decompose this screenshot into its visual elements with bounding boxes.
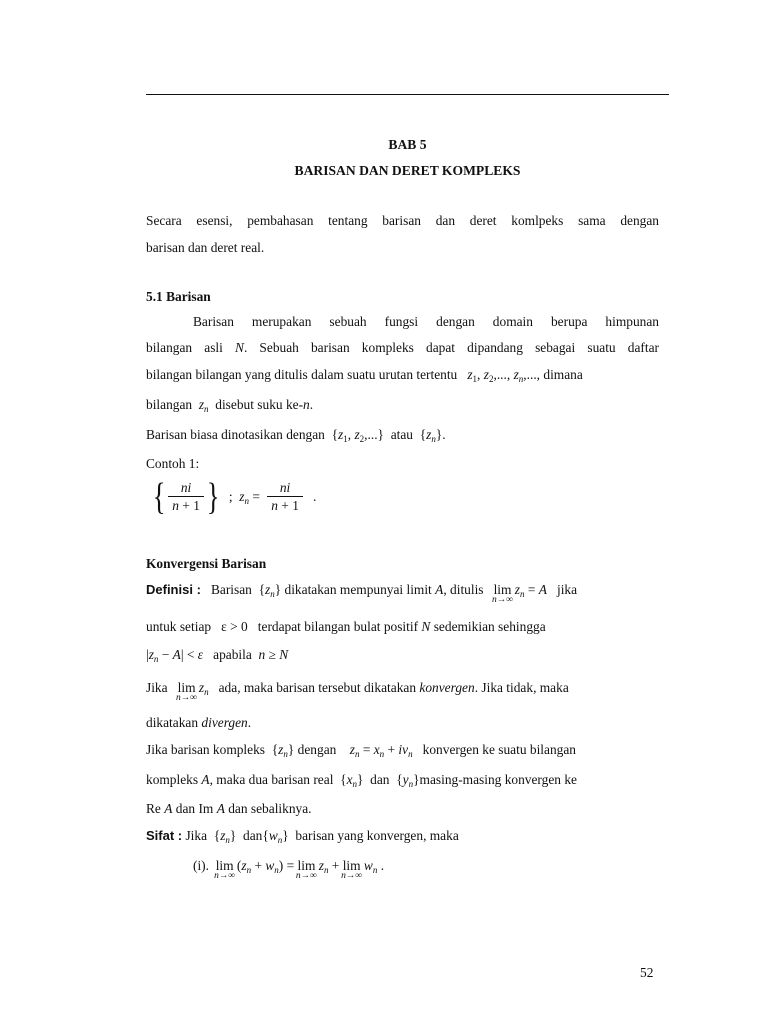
barisan-p1-line4: bilangan $z_n$ disebut suku ke-n. [146,397,314,414]
example-label: Contoh 1: [146,456,200,471]
section-heading-5-1: 5.1 Barisan [146,289,211,304]
barisan-p1-line3: bilangan bilangan yang ditulis dalam suatu urutan tertentu $z_1$, $z_2$,..., $z_n$,..., dimana [146,367,583,384]
intro-line-1: Secara esensi, pembahasan tentang barisan dan deret komlpeks sama dengan [146,213,659,228]
chapter-title: BARISAN DAN DERET KOMPLEKS [294,163,521,178]
formula-zn-xn-ivn: $z_n = x_n + iv_n$ [349,742,413,759]
intro-line-2: barisan dan deret real. [146,240,265,255]
konvergensi-heading: Konvergensi Barisan [146,556,267,571]
definisi-line-2: untuk setiap ε > 0 terdapat bilangan bulat positif N sedemikian sehingga [146,619,546,634]
top-rule [146,94,669,95]
formula-set-wn: $\{w_n\}$ [262,828,293,845]
formula-set-zn: $\{z_n\}$ [255,582,282,599]
barisan-p1-line2: bilangan asli N. Sebuah barisan kompleks dapat dipandang sebagai suatu daftar [146,340,659,355]
page-number: 52 [640,965,654,980]
kompleks-line-1: Jika barisan kompleks $\{z_n\}$ dengan $z_n = x_n + iv_n$ konvergen ke suatu bilangan [146,742,576,759]
formula-set-zn: $\{z_n\}$ [268,742,295,759]
formula-set-xn: $\{x_n\}$ [336,772,367,789]
kompleks-line-3: Re A dan Im A dan sebaliknya. [146,801,312,816]
formula-set-yn: $\{y_n\}$ [392,772,420,789]
formula-set-zn: $\{z_n\}$ [210,828,240,845]
definisi-line-3: $|z_n - A| < \varepsilon$ apabila n ≥ N [146,647,289,664]
jika-line-1: Jika lim n→∞ $z_n$ ada, maka barisan tersebut dikatakan konvergen. Jika tidak, maka [146,680,569,703]
formula-zn: $z_n$ [198,397,209,414]
formula-set-zn: $\{z_n\}$ [416,427,443,444]
formula-epsilon-positive: ε > 0 [214,619,255,634]
formula-limit-zn-equals-A: lim n→∞ $z_n = A$ [491,582,547,605]
formula-limit-sum: lim n→∞ $(z_n + w_n) = \lim$ n→∞ $z_n + \lim$ n→∞ $w_n$ . [214,858,385,881]
kompleks-line-2: kompleks A, maka dua barisan real $\{x_n\}$ dan $\{y_n\}masing$-masing konvergen ke [146,772,577,789]
example-formula: { $\frac{ni}{n + 1}$ } ; $z_n$ = $\frac{ni}{n + 1}$ . [152,476,317,518]
chapter-number: BAB 5 [388,137,427,152]
jika-line-2: dikatakan divergen. [146,715,252,730]
formula-sequence-list: $z_1$, $z_2$,..., $z_n$,... [467,367,537,384]
formula-n-geq-N: n ≥ N [258,647,289,662]
sifat-line: Sifat : Jika $\{z_n\}$ $dan\{w_n\}$ barisan yang konvergen, maka [146,828,459,845]
barisan-p1-line1: Barisan merupakan sebuah fungsi dengan domain berupa himpunan [193,314,659,329]
barisan-notation-line: Barisan biasa dinotasikan dengan {$z_1$, $z_2$,...} atau $\{z_n\}$. [146,427,446,444]
definisi-line-1: Definisi : Barisan $\{z_n\}$ dikatakan mempunyai limit A, ditulis lim n→∞ $z_n = A$ jika [146,582,578,605]
formula-set-z1-z2: {$z_1$, $z_2$,...} [328,427,388,444]
sifat-item-i: (i). lim n→∞ $(z_n + w_n) = \lim$ n→∞ $z_n + \lim$ n→∞ $w_n$ . [193,858,385,881]
formula-abs-zn-minus-A: $|z_n - A| < \varepsilon$ [146,647,204,664]
formula-limit-zn: lim n→∞ $z_n$ [176,680,209,703]
